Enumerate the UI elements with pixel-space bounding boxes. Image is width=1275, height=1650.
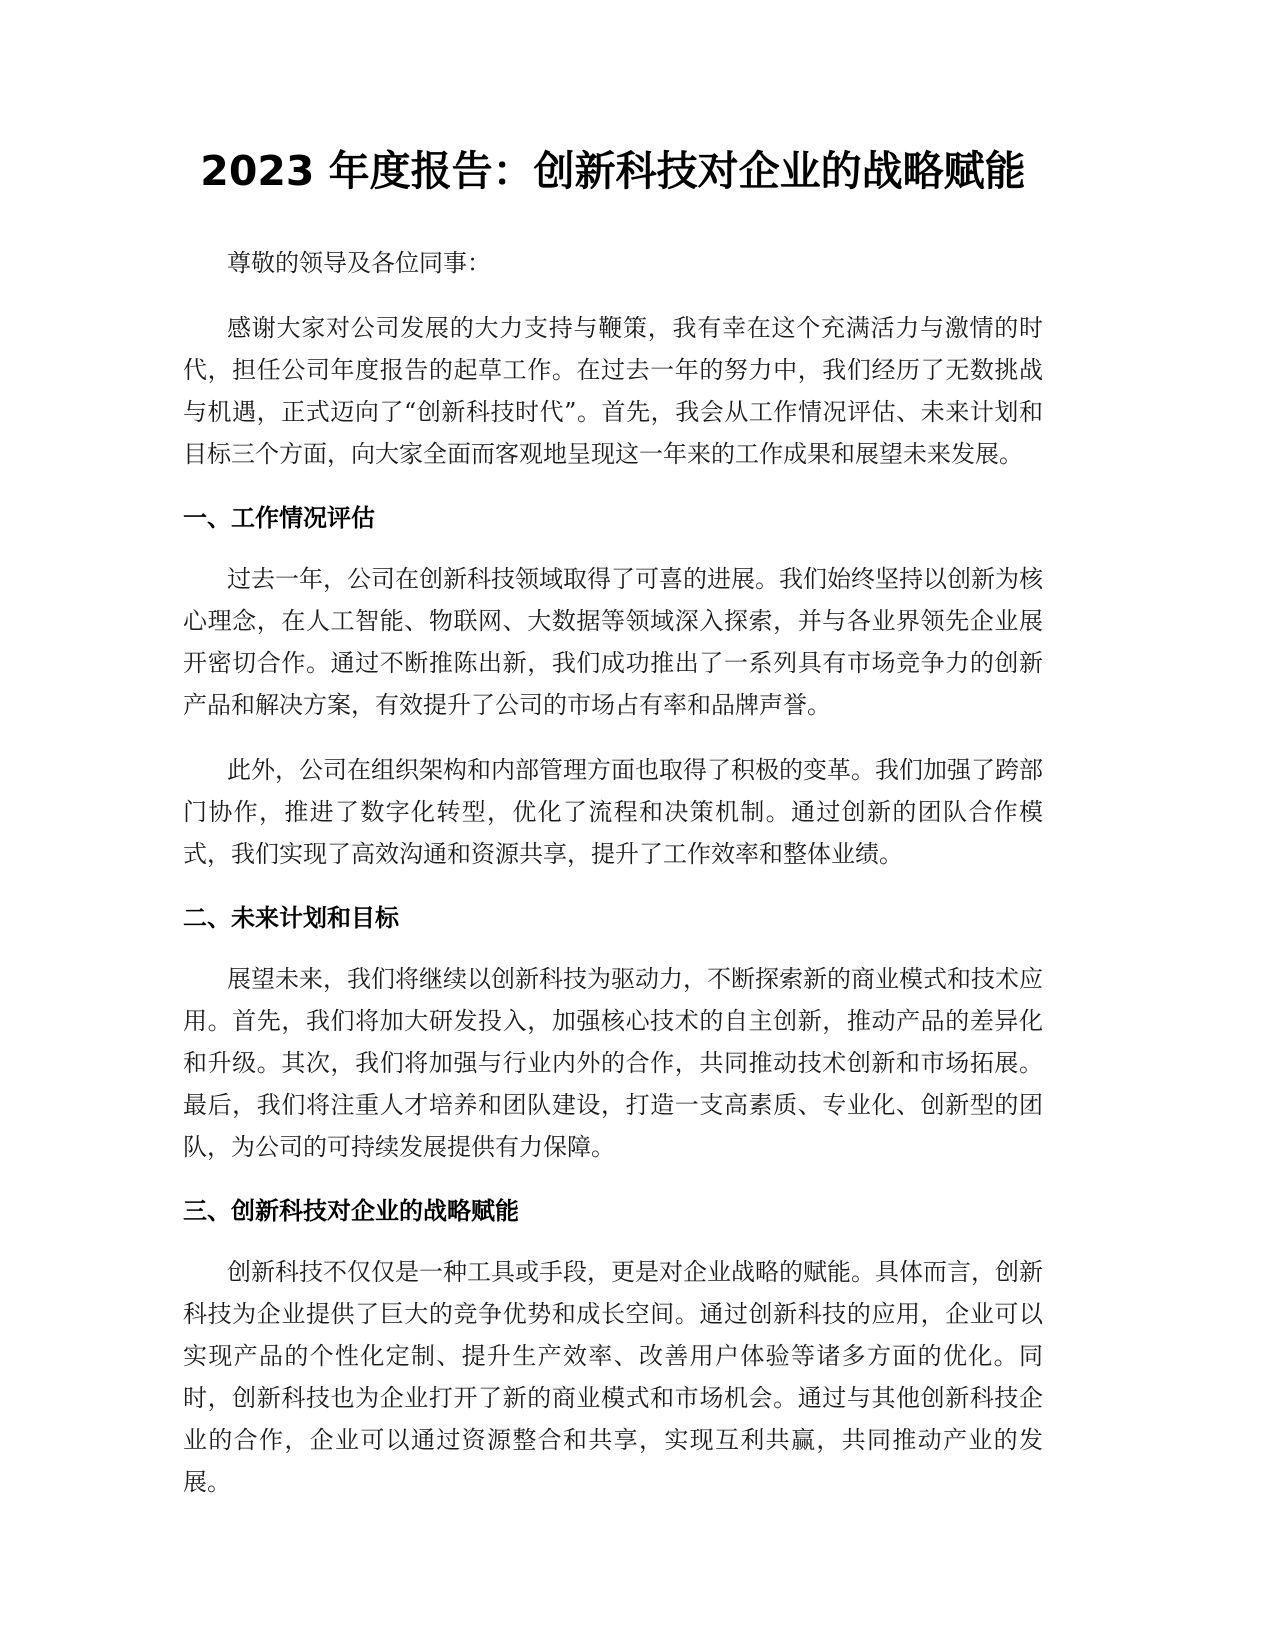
section-heading: 二、未来计划和目标	[183, 904, 399, 932]
document-page	[183, 140, 1043, 1526]
section-heading: 三、创新科技对企业的战略赋能	[183, 1197, 519, 1225]
intro-paragraph: 感谢大家对公司发展的大力支持与鞭策，我有幸在这个充满活力与激情的时代，担任公司年度报告的起草工作。在过去一年的努力中，我们经历了无数挑战与机遇，正式迈向了“创新科技时代”。首先，我会从工作情况评估、未来计划和目标三个方面，向大家全面而客观地呈现这一年来的工作成果和展望未来发展。	[183, 314, 1043, 468]
section-paragraph: 此外，公司在组织架构和内部管理方面也取得了积极的变革。我们加强了跨部门协作，推进了数字化转型，优化了流程和决策机制。通过创新的团队合作模式，我们实现了高效沟通和资源共享，提升了工作效率和整体业绩。	[183, 756, 1043, 868]
salutation: 尊敬的领导及各位同事：	[227, 249, 491, 277]
document-title: 2023 年度报告：创新科技对企业的战略赋能	[200, 147, 1026, 195]
section-future-plans	[183, 898, 1043, 1168]
section-heading: 一、工作情况评估	[183, 504, 375, 532]
section-work-evaluation	[183, 498, 1043, 875]
section-paragraph: 创新科技不仅仅是一种工具或手段，更是对企业战略的赋能。具体而言，创新科技为企业提供了巨大的竞争优势和成长空间。通过创新科技的应用，企业可以实现产品的个性化定制、提升生产效率、改善用户体验等诸多方面的优化。同时，创新科技也为企业打开了新的商业模式和市场机会。通过与其他创新科技企业的合作，企业可以通过资源整合和共享，实现互利共赢，共同推动产业的发展。	[183, 1258, 1043, 1496]
section-strategic-empowerment	[183, 1191, 1043, 1503]
section-paragraph: 过去一年，公司在创新科技领域取得了可喜的进展。我们始终坚持以创新为核心理念，在人工智能、物联网、大数据等领域深入探索，并与各业界领先企业展开密切合作。通过不断推陈出新，我们成功推出了一系列具有市场竞争力的创新产品和解决方案，有效提升了公司的市场占有率和品牌声誉。	[183, 565, 1043, 719]
section-paragraph: 展望未来，我们将继续以创新科技为驱动力，不断探索新的商业模式和技术应用。首先，我们将加大研发投入，加强核心技术的自主创新，推动产品的差异化和升级。其次，我们将加强与行业内外的合作，共同推动技术创新和市场拓展。最后，我们将注重人才培养和团队建设，打造一支高素质、专业化、创新型的团队，为公司的可持续发展提供有力保障。	[183, 965, 1043, 1161]
